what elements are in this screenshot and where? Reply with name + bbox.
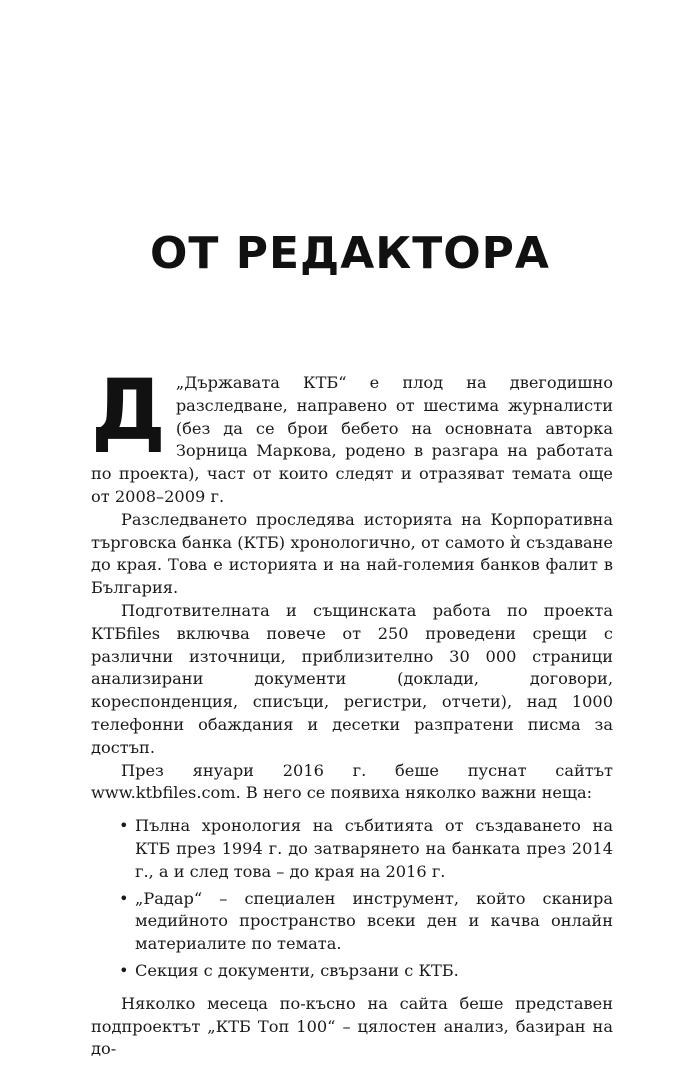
paragraph-4: През януари 2016 г. беше пуснат сайтът www.ktbfiles.com. В него се появиха няколко важни неща: xyxy=(91,760,613,803)
chapter-body xyxy=(91,361,613,1061)
list-item-text: „Радар“ – специален инструмент, който сканира медийното пространство всеки ден и качва онлайн материалите по темата. xyxy=(135,888,613,954)
list-item xyxy=(121,815,613,883)
paragraph-2: Разследването проследява историята на Корпоративна търговска банка (КТБ) хронологично, от самото ѝ създаване до края. Това е историята и на най-големия банков фалит в България. xyxy=(91,509,613,598)
feature-list xyxy=(91,815,613,983)
list-item-text: Пълна хронология на събитията от създаването на КТБ през 1994 г. до затварянето на банката през 2014 г., а и след това – до края на 2016 г. xyxy=(135,816,613,881)
bullet-icon: • xyxy=(119,960,129,980)
bullet-icon: • xyxy=(119,888,129,908)
list-item xyxy=(121,960,613,983)
paragraph-1-text: „Държавата КТБ“ е плод на двегодишно разследване, направено от шестима журналисти (без да се брои бебето на основната авторка Зорница Маркова, родено в разгара на работата по проекта), част от които следят и отразяват темата още от 2008–2009 г. xyxy=(91,373,613,506)
chapter-title: ОТ РЕДАКТОРА xyxy=(150,228,550,279)
paragraph-1 xyxy=(91,361,613,509)
list-item xyxy=(121,888,613,956)
paragraph-5: Няколко месеца по-късно на сайта беше представен подпроектът „КТБ Топ 100“ – цялостен анализ, базиран на до- xyxy=(91,993,613,1059)
bullet-icon: • xyxy=(119,816,129,836)
drop-cap: Д xyxy=(91,361,166,459)
paragraph-3: Подготвителната и същинската работа по проекта КТБfiles включва повече от 250 проведени срещи с различни източници, приблизително 30 000 страници анализирани документи (доклади, договори, кореспонденция, списъци, регистри, отчети), над 1000 телефонни обаждания и десетки разпратени писма за достъп. xyxy=(91,600,613,757)
list-item-text: Секция с документи, свързани с КТБ. xyxy=(135,960,459,980)
